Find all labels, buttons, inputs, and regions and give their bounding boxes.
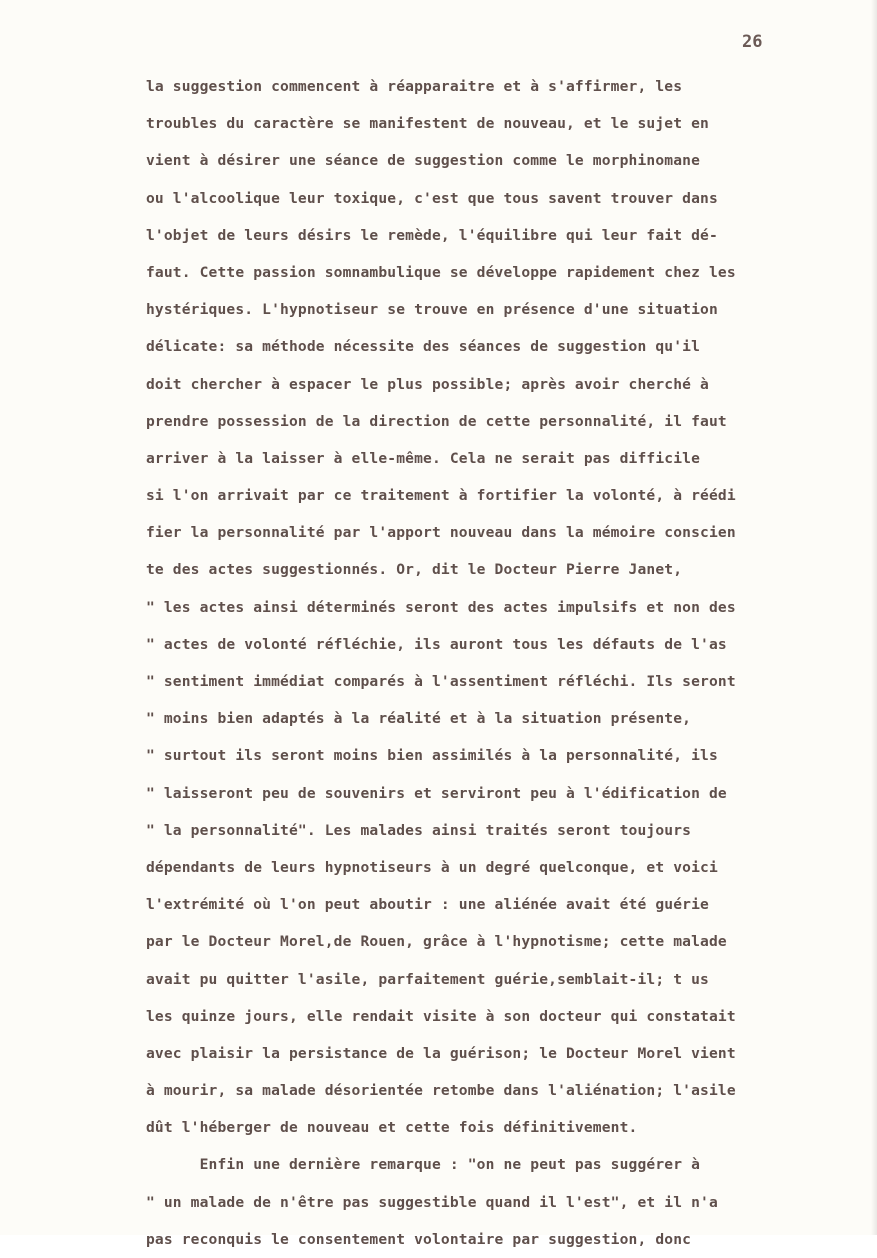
text-line: " laisseront peu de souvenirs et serviront peu à l'édification de [146, 784, 727, 802]
text-line: avec plaisir la persistance de la guérison; le Docteur Morel vient [146, 1044, 736, 1062]
text-line: " les actes ainsi déterminés seront des actes impulsifs et non des [146, 598, 736, 616]
text-line: l'objet de leurs désirs le remède, l'équilibre qui leur fait dé- [146, 226, 718, 244]
text-line: " un malade de n'être pas suggestible quand il l'est", et il n'a [146, 1193, 718, 1211]
text-line: fier la personnalité par l'apport nouveau dans la mémoire conscien [146, 524, 736, 542]
text-line: troubles du caractère se manifestent de nouveau, et le sujet en [146, 115, 709, 133]
text-line: dût l'héberger de nouveau et cette fois définitivement. [146, 1119, 638, 1137]
text-line: l'extrémité où l'on peut aboutir : une aliénée avait été guérie [146, 896, 709, 914]
text-line: " la personnalité". Les malades ainsi traités seront toujours [146, 821, 692, 839]
page-number: 26 [742, 32, 763, 52]
text-line: " actes de volonté réfléchie, ils auront tous les défauts de l'as [146, 635, 727, 653]
text-line: hystériques. L'hypnotiseur se trouve en présence d'une situation [146, 301, 718, 319]
text-line: faut. Cette passion somnambulique se développe rapidement chez les [146, 263, 736, 281]
text-line: pas reconquis le consentement volontaire par suggestion, donc [146, 1230, 692, 1248]
text-line: arriver à la laisser à elle-même. Cela ne serait pas difficile [146, 449, 701, 467]
text-line: " sentiment immédiat comparés à l'assentiment réfléchi. Ils seront [146, 673, 736, 690]
text-line: te des actes suggestionnés. Or, dit le Docteur Pierre Janet, [146, 561, 683, 579]
text-line: vient à désirer une séance de suggestion comme le morphinomane [146, 152, 701, 170]
text-line: délicate: sa méthode nécessite des séances de suggestion qu'il [146, 338, 701, 356]
text-line: ou l'alcoolique leur toxique, c'est que tous savent trouver dans [146, 189, 718, 207]
text-line: " surtout ils seront moins bien assimilés à la personnalité, ils [146, 747, 718, 765]
text-line: " moins bien adaptés à la réalité et à la situation présente, [146, 710, 692, 728]
body-text [146, 68, 874, 1258]
text-line: les quinze jours, elle rendait visite à son docteur qui constatait [146, 1007, 736, 1025]
text-line: à mourir, sa malade désorientée retombe dans l'aliénation; l'asile [146, 1082, 736, 1100]
text-line: dépendants de leurs hypnotiseurs à un degré quelconque, et voici [146, 858, 718, 876]
text-line: avait pu quitter l'asile, parfaitement guérie,semblait-il; t us [146, 970, 709, 988]
text-line: si l'on arrivait par ce traitement à fortifier la volonté, à réédi [146, 487, 736, 505]
text-line: prendre possession de la direction de cette personnalité, il faut [146, 412, 727, 430]
text-line: Enfin une dernière remarque : "on ne peut pas suggérer à [146, 1156, 701, 1174]
text-line: la suggestion commencent à réapparaitre et à s'affirmer, les [146, 78, 683, 95]
text-line: doit chercher à espacer le plus possible; après avoir cherché à [146, 375, 709, 393]
text-line: par le Docteur Morel,de Rouen, grâce à l'hypnotisme; cette malade [146, 933, 727, 951]
